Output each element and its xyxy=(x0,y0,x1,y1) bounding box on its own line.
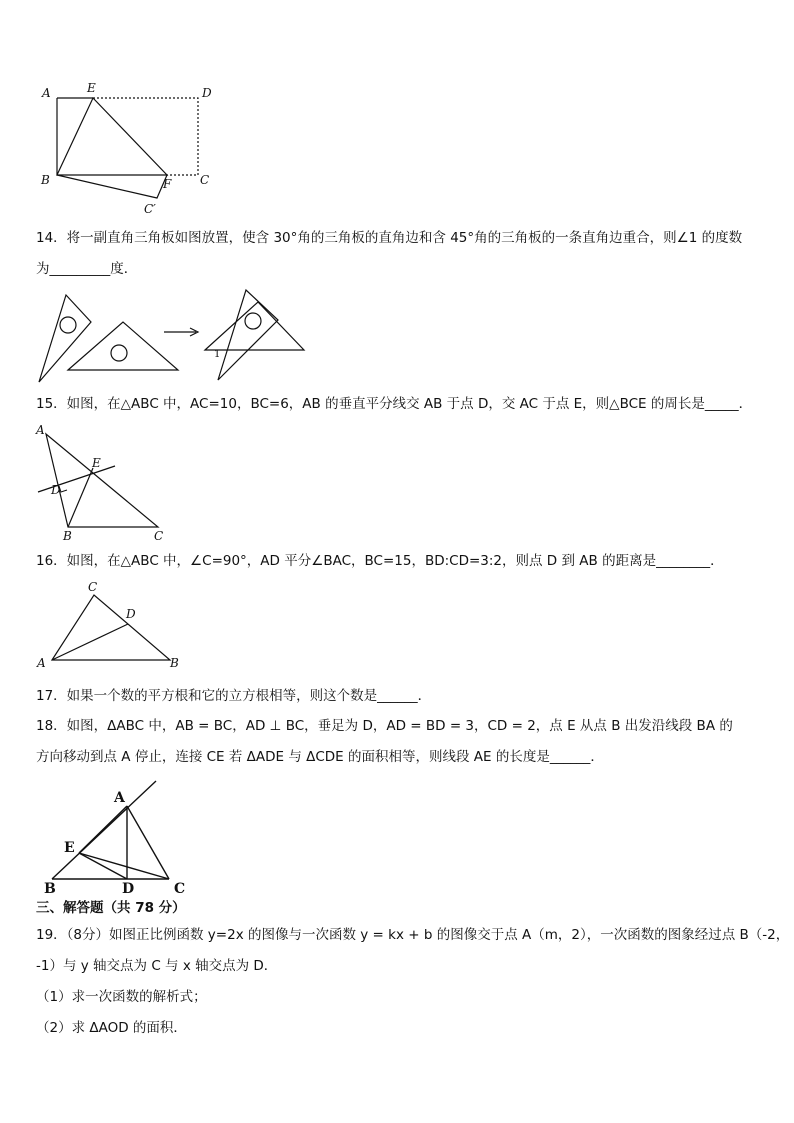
label-B: B xyxy=(170,656,179,670)
label-E: E xyxy=(64,840,75,856)
label-A: A xyxy=(114,790,125,806)
label-D: D xyxy=(126,607,136,621)
question-16: 16．如图，在△ABC 中，∠C=90°，AD 平分∠BAC，BC=15，BD:CD=3:2，则点 D 到 AB 的距离是________． xyxy=(36,553,724,569)
perpendicular-bisector-figure xyxy=(30,420,180,545)
label-A: A xyxy=(37,656,46,670)
label-C: C xyxy=(200,173,210,187)
angle-bisector-figure xyxy=(34,578,194,673)
question-19-line2: -1）与 y 轴交点为 C 与 x 轴交点为 D． xyxy=(36,958,278,974)
question-18-line1: 18．如图，ΔABC 中，AB = BC，AD ⊥ BC，垂足为 D，AD = BD = 3，CD = 2，点 E 从点 B 出发沿线段 BA 的 xyxy=(36,718,733,734)
triangle-rulers-figure xyxy=(36,290,316,390)
label-A: A xyxy=(36,423,45,437)
section-3-title: 三、解答题（共 78 分） xyxy=(36,900,186,916)
question-15: 15．如图，在△ABC 中，AC=10，BC=6，AB 的垂直平分线交 AB 于点 D，交 AC 于点 E，则△BCE 的周长是_____． xyxy=(36,396,753,412)
label-D: D xyxy=(51,483,61,497)
label-B: B xyxy=(41,173,50,187)
label-D: D xyxy=(122,881,135,897)
label-D: D xyxy=(202,86,212,100)
label-B: B xyxy=(63,529,72,543)
question-19-part1: （1）求一次函数的解析式； xyxy=(36,989,207,1005)
label-C: C xyxy=(154,529,164,543)
label-A: A xyxy=(42,86,51,100)
question-17: 17．如果一个数的平方根和它的立方根相等，则这个数是______． xyxy=(36,688,432,704)
question-14-line1: 14．将一副直角三角板如图放置，使含 30°角的三角板的直角边和含 45°角的三角板的一条直角边重合，则∠1 的度数 xyxy=(36,230,743,246)
label-F: F xyxy=(163,177,172,191)
label-C: C xyxy=(174,881,186,897)
label-C: C xyxy=(88,580,98,594)
question-19-part2: （2）求 ΔAOD 的面积． xyxy=(36,1020,187,1036)
label-C-prime: C′ xyxy=(144,202,156,216)
moving-point-figure xyxy=(34,778,204,898)
fold-rectangle-figure xyxy=(36,80,226,220)
question-18-line2: 方向移动到点 A 停止，连接 CE 若 ΔADE 与 ΔCDE 的面积相等，则线段 AE 的长度是______． xyxy=(36,749,604,765)
question-19-line1: 19．（8分）如图正比例函数 y=2x 的图像与一次函数 y = kx + b 的图像交于点 A（m，2），一次函数的图象经过点 B（-2， xyxy=(36,927,790,943)
label-B: B xyxy=(44,881,56,897)
label-E: E xyxy=(87,81,96,95)
label-E: E xyxy=(92,456,101,470)
angle-1-label: 1 xyxy=(214,349,221,360)
question-14-line2: 为_________度． xyxy=(36,261,138,277)
